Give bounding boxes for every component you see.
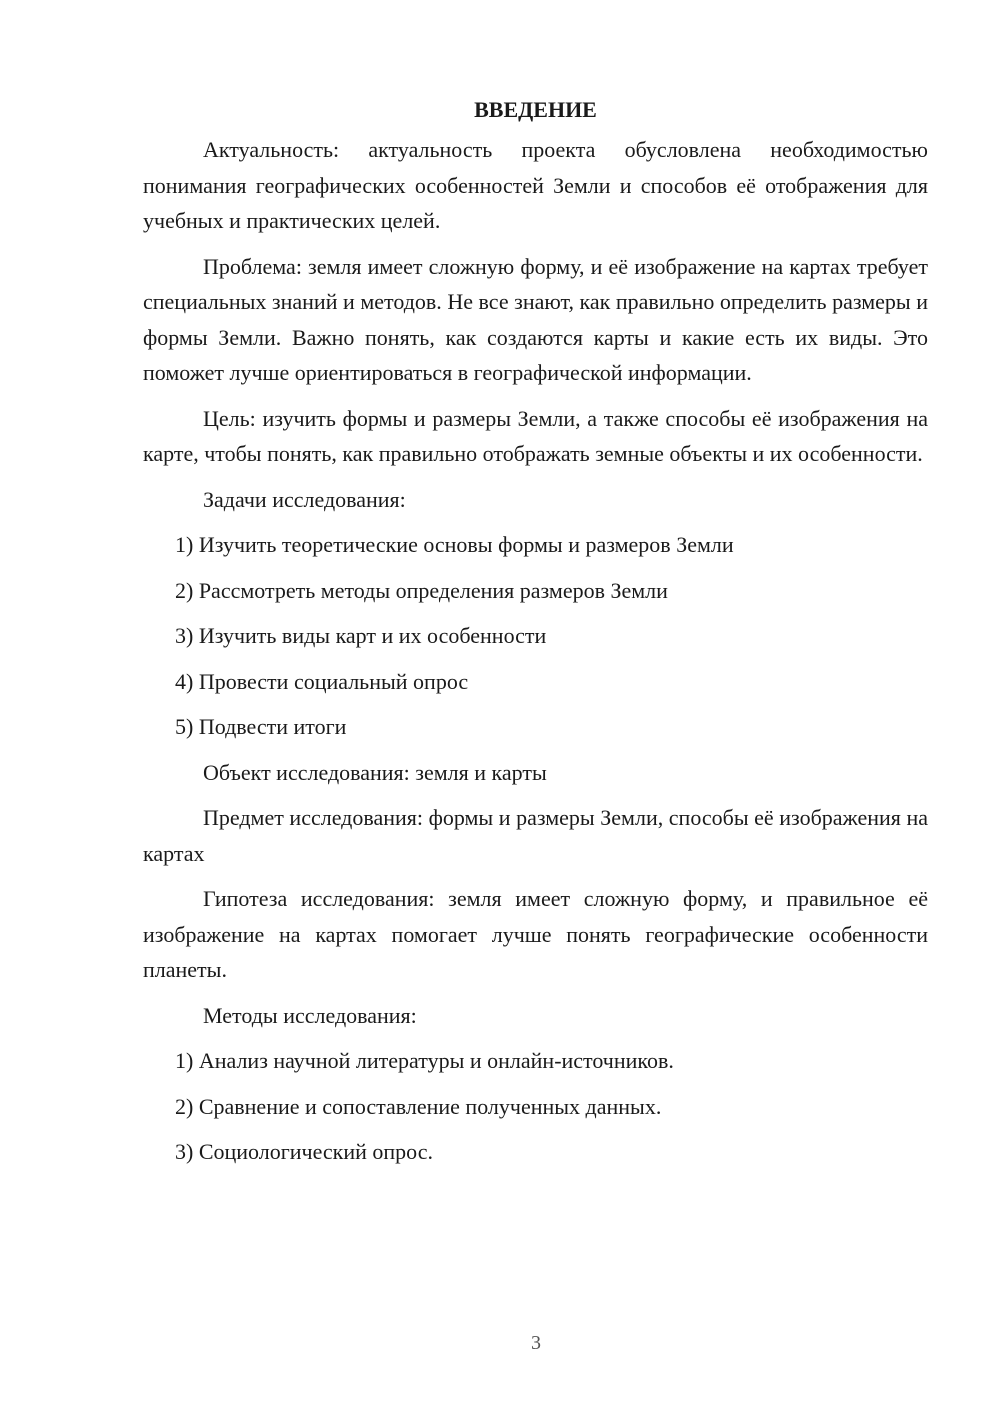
document-page [143, 92, 928, 1180]
list-item: 1) Анализ научной литературы и онлайн-источников. [175, 1048, 674, 1073]
list-item: 2) Сравнение и сопоставление полученных данных. [175, 1093, 662, 1119]
tasks-heading: Задачи исследования: [203, 486, 406, 512]
problem-paragraph: Проблема: земля имеет сложную форму, и её изображение на картах требует специальных знаний и методов. Не все знают, как правильно определить размеры и формы Земли. Важно понять, как создаются карты и какие есть их виды. Это поможет лучше ориентироваться в географической информации. [143, 253, 928, 385]
tasks-list [143, 527, 928, 745]
goal-paragraph: Цель: изучить формы и размеры Земли, а также способы её изображения на карте, чтобы понять, как правильно отображать земные объекты и их особенности. [143, 405, 928, 466]
methods-heading: Методы исследования: [203, 1002, 417, 1028]
list-item: 3) Социологический опрос. [175, 1139, 433, 1164]
subject-paragraph: Предмет исследования: формы и размеры Земли, способы её изображения на картах [143, 805, 928, 866]
list-item: 3) Изучить виды карт и их особенности [175, 623, 547, 648]
methods-list [143, 1043, 928, 1170]
list-item: 1) Изучить теоретические основы формы и размеров Земли [175, 532, 734, 557]
hypothesis-paragraph: Гипотеза исследования: земля имеет сложную форму, и правильное её изображение на картах помогает лучше понять географические особенности планеты. [143, 886, 928, 982]
object-paragraph: Объект исследования: земля и карты [203, 759, 547, 785]
list-item: 2) Рассмотреть методы определения размеров Земли [175, 577, 668, 603]
relevance-paragraph: Актуальность: актуальность проекта обусловлена необходимостью понимания географических особенностей Земли и способов её отображения для учебных и практических целей. [143, 137, 928, 233]
list-item: 4) Провести социальный опрос [175, 668, 469, 694]
page-title: ВВЕДЕНИЕ [474, 97, 597, 122]
list-item: 5) Подвести итоги [175, 714, 347, 739]
page-number: 3 [531, 1332, 541, 1354]
